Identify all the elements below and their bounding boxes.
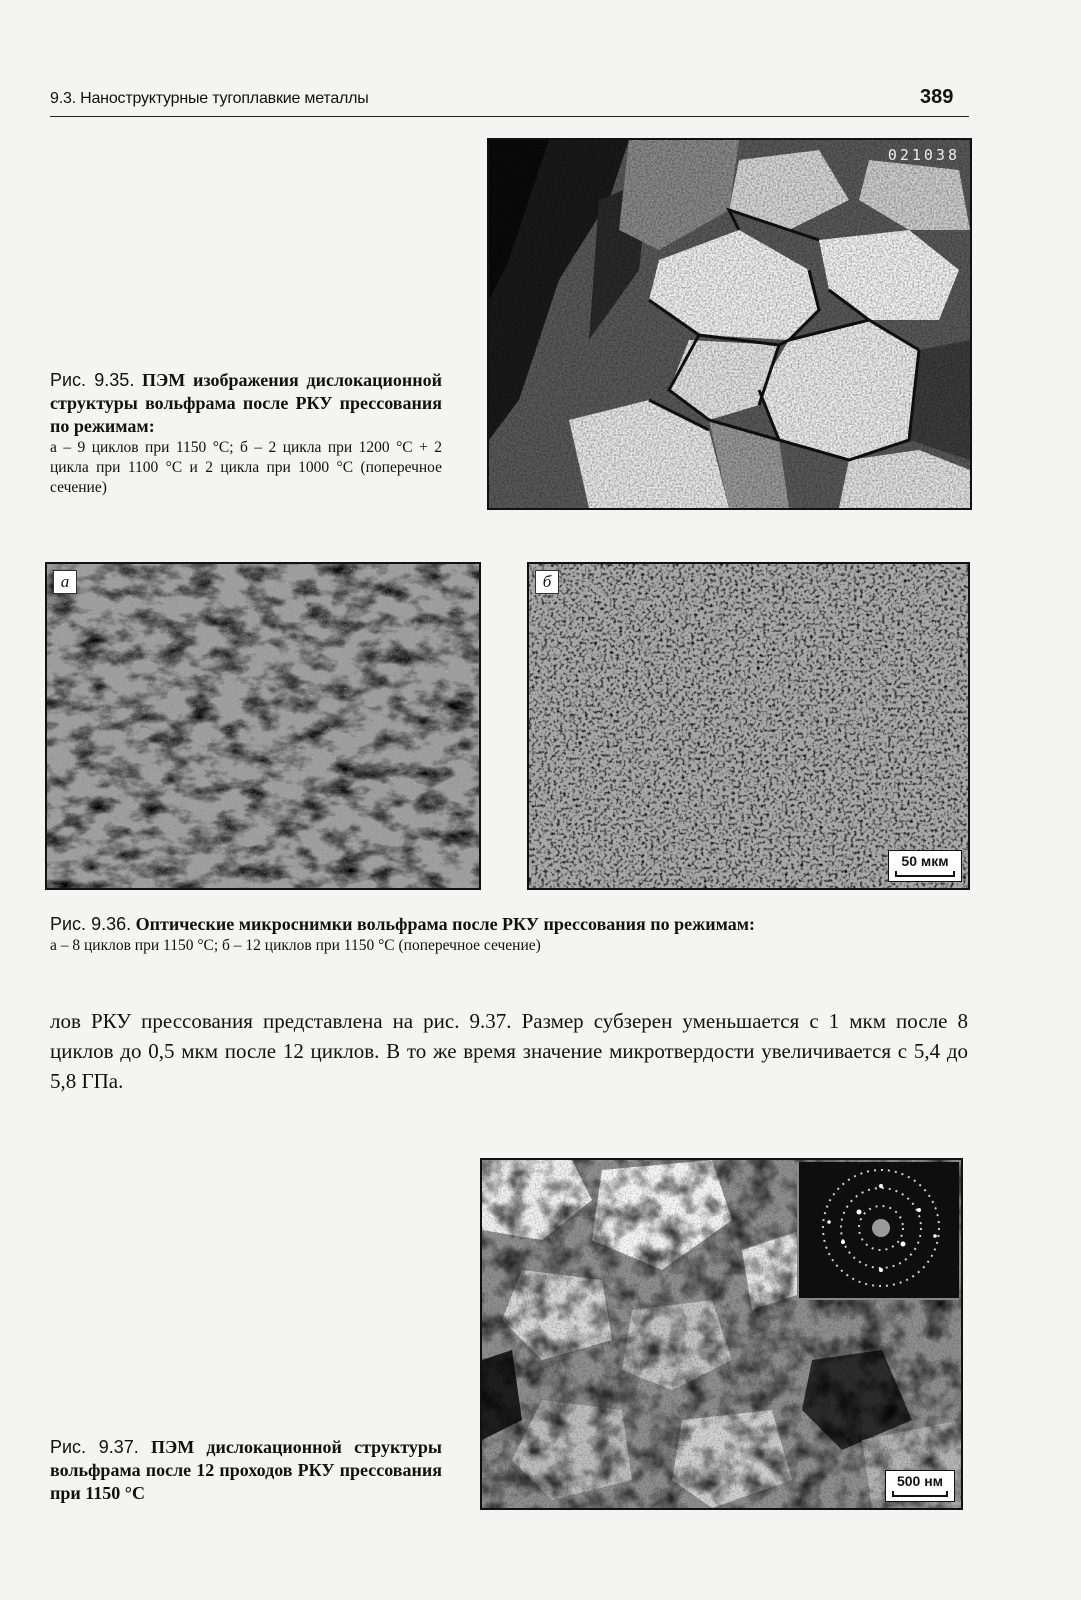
page-number: 389: [920, 86, 954, 108]
scale-bar-line: [895, 871, 955, 877]
fig-9-35-tem-image: [487, 138, 972, 510]
scale-bar-label: 50 мкм: [901, 853, 949, 869]
fig-9-36-title: Оптические микроснимки вольфрама после РКУ прессования по режимам:: [135, 914, 755, 934]
panel-label-b: б: [535, 570, 559, 594]
fig-9-36-subtitle: а – 8 циклов при 1150 °С; б – 12 циклов при 1150 °С (поперечное сечение): [50, 937, 541, 954]
scale-bar-label: 500 нм: [896, 1473, 944, 1489]
fig-9-35-subtitle: а – 9 циклов при 1150 °С; б – 2 цикла при 1200 °С + 2 цикла при 1100 °С и 2 цикла при 1000 °С (поперечное сечение): [50, 439, 442, 496]
fig-9-36-caption: [50, 913, 970, 956]
fig-9-35-label: Рис. 9.35.: [50, 370, 135, 390]
fig-9-37-title: ПЭМ дислокационной структуры вольфрама после 12 проходов РКУ прессования при 1150 °С: [50, 1437, 442, 1503]
fig-9-36-label: Рис. 9.36.: [50, 914, 132, 934]
scale-bar-50um: [888, 850, 962, 882]
fig-9-36b-microstructure: [529, 564, 968, 888]
fig-9-37-tem-image: [480, 1158, 963, 1510]
fig-9-36a-optical-image: [45, 562, 481, 890]
diffraction-rings: [799, 1162, 959, 1298]
diffraction-pattern-inset: [797, 1162, 959, 1300]
fig-9-37-label: Рис. 9.37.: [50, 1437, 139, 1457]
running-header-title: 9.3. Наноструктурные тугоплавкие металлы: [50, 90, 369, 107]
fig-9-37-caption: [50, 1436, 442, 1505]
fig-9-35-title: ПЭМ изображения дислокационной структуры вольфрама после РКУ прессования по режимам:: [50, 370, 442, 436]
scale-bar-500nm: [885, 1470, 955, 1502]
fig-9-36a-microstructure: [47, 564, 479, 888]
image-stamp: 021038: [887, 146, 960, 164]
body-paragraph: лов РКУ прессования представлена на рис. 9.37. Размер субзерен уменьшается с 1 мкм после 8 циклов до 0,5 мкм после 12 циклов. В то же время значение микротвердости увеличивается с 5,4 до 5,8 ГПа.: [50, 1009, 968, 1093]
scale-bar-line: [892, 1491, 948, 1497]
fig-9-35-caption: [50, 369, 442, 498]
fig-9-35-grain-structure: [489, 140, 970, 508]
fig-9-36b-optical-image: [527, 562, 970, 890]
panel-label-a: а: [53, 570, 77, 594]
header-rule: [50, 116, 969, 117]
